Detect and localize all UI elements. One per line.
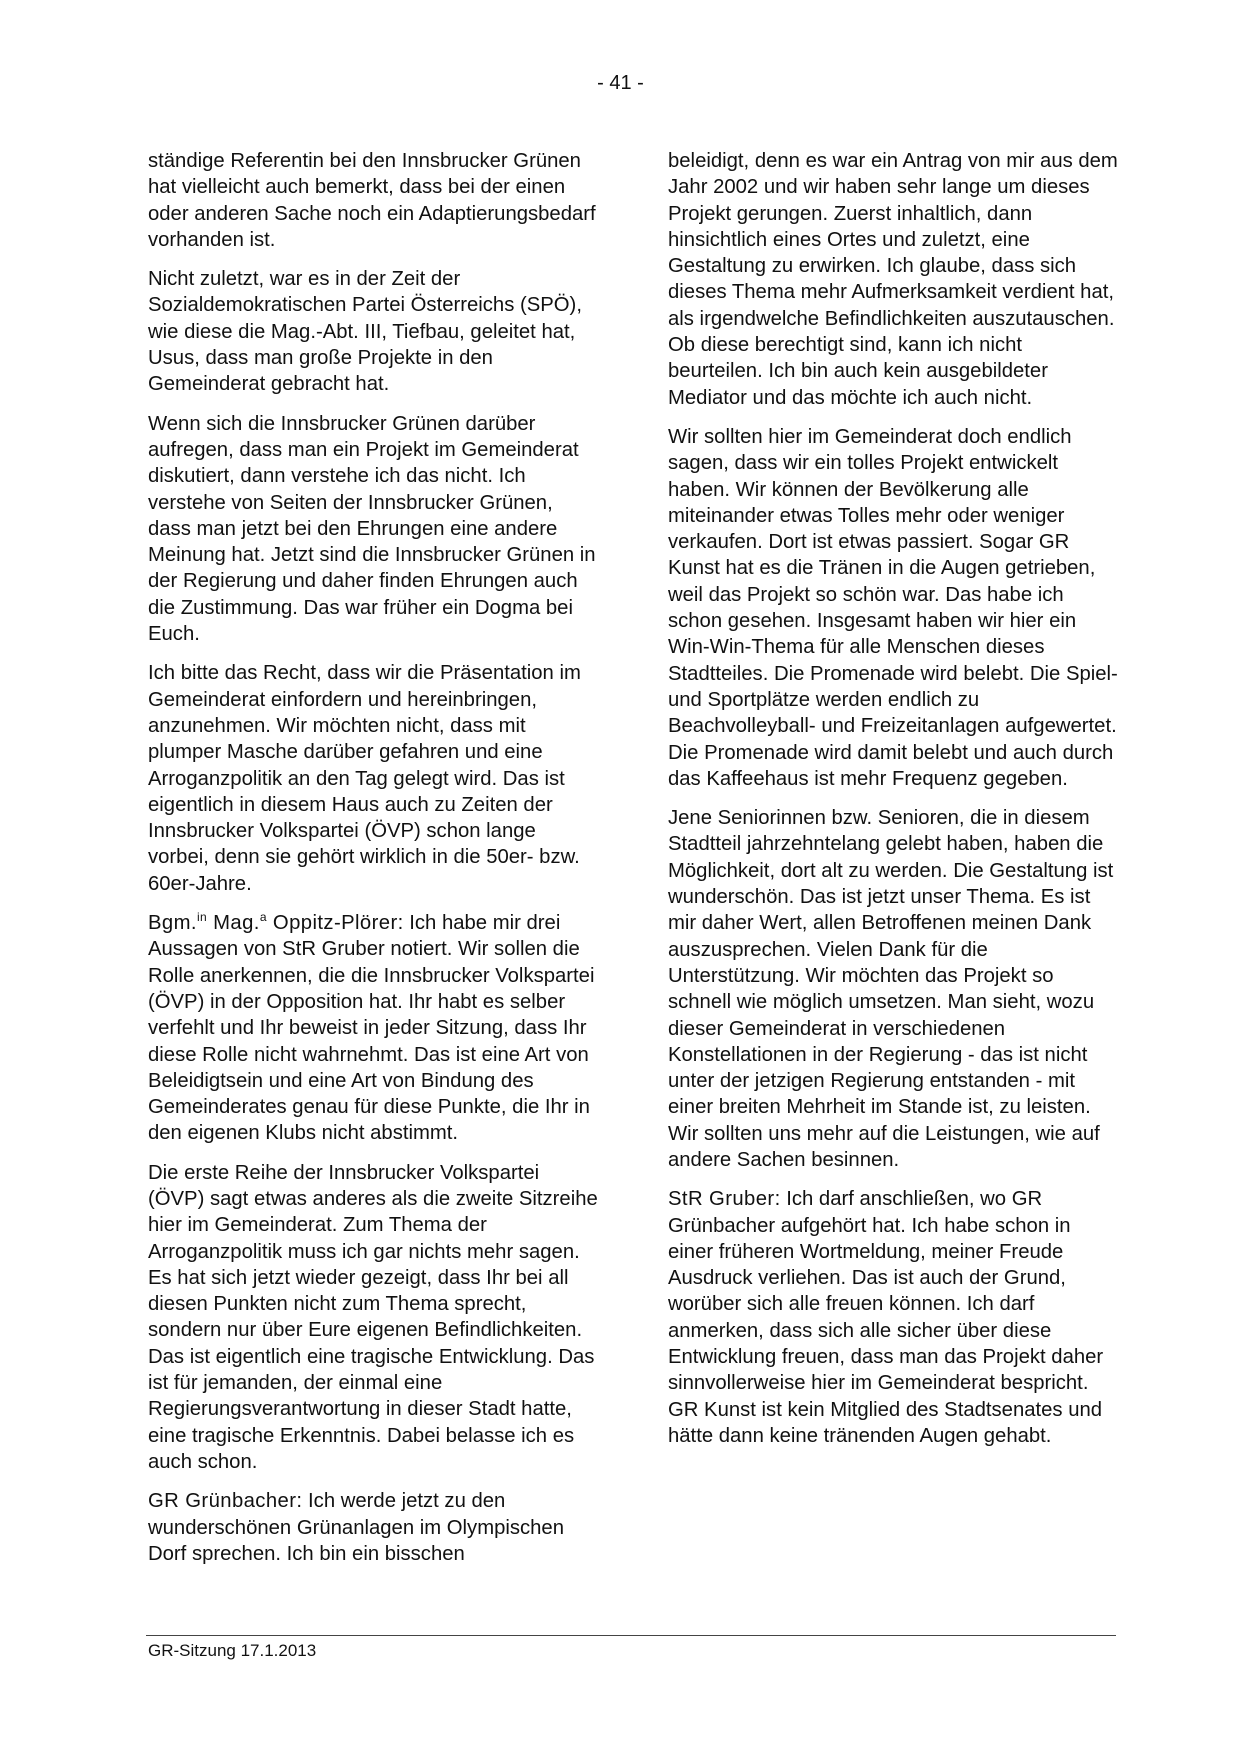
speaker-title: Bgm.: [148, 912, 197, 935]
footer-session-date: GR-Sitzung 17.1.2013: [148, 1641, 317, 1660]
speaker-name: StR Gruber:: [668, 1188, 781, 1211]
speech-paragraph: [148, 1488, 598, 1567]
speaker-degree: Mag.: [207, 912, 260, 935]
speaker-name: GR Grünbacher:: [148, 1490, 303, 1513]
paragraph: Wir sollten hier im Gemeinderat doch endlich sagen, dass wir ein tolles Projekt entwickelt haben. Wir können der Bevölkerung alle miteinander etwas Tolles mehr oder weniger verkaufen. Dort ist etwas passiert. Sogar GR Kunst hat es die Tränen in die Augen getrieben, weil das Projekt so schön war. Das habe ich schon gesehen. Insgesamt haben wir hier ein Win-Win-Thema für alle Menschen dieses Stadtteiles. Die Promenade wird belebt. Die Spiel- und Sportplätze werden endlich zu Beachvolleyball- und Freizeitanlagen aufgewertet. Die Promenade wird damit belebt und auch durch das Kaffeehaus ist mehr Frequenz gegeben.: [668, 425, 1118, 790]
paragraph: Jene Seniorinnen bzw. Senioren, die in diesem Stadtteil jahrzehntelang gelebt haben, haben die Möglichkeit, dort alt zu werden. Die Gestaltung ist wunderschön. Das ist jetzt unser Thema. Es ist mir daher Wert, allen Betroffenen meinen Dank auszusprechen. Vielen Dank für die Unterstützung. Wir möchten das Projekt so schnell wie möglich umsetzen. Man sieht, wozu dieser Gemeinderat in verschiedenen Konstellationen in der Regierung - das ist nicht unter der jetzigen Regierung entstanden - mit einer breiten Mehrheit im Stande ist, zu leisten. Wir sollten uns mehr auf die Leistungen, wie auf andere Sachen besinnen.: [668, 807, 1114, 1171]
paragraph: Ich bitte das Recht, dass wir die Präsentation im Gemeinderat einfordern und hereinbringen, anzunehmen. Wir möchten nicht, dass mit plumper Masche darüber gefahren und eine Arroganzpolitik an den Tag gelegt wird. Das ist eigentlich in diesem Haus auch zu Zeiten der Innsbrucker Volkspartei (ÖVP) schon lange vorbei, denn sie gehört wirklich in die 50er- bzw. 60er-Jahre.: [148, 662, 581, 895]
left-column: [148, 148, 598, 1580]
speech-text: Ich werde jetzt zu den wunderschönen Grünanlagen im Olympischen Dorf sprechen. Ich bin ein bisschen: [148, 1490, 564, 1565]
speech-text: Ich habe mir drei Aussagen von StR Gruber notiert. Wir sollen die Rolle anerkennen, die die Innsbrucker Volkspartei (ÖVP) in der Opposition hat. Ihr habt es selber verfehlt und Ihr beweist in jeder Sitzung, dass Ihr diese Rolle nicht wahrnehmt. Das ist eine Art von Beleidigtsein und eine Art von Bindung des Gemeinderates genau für diese Punkte, die Ihr in den eigenen Klubs nicht abstimmt.: [148, 912, 595, 1145]
speech-text: Ich darf anschließen, wo GR Grünbacher aufgehört hat. Ich habe schon in einer früheren Wortmeldung, meiner Freude Ausdruck verliehen. Das ist auch der Grund, worüber sich alle freuen können. Ich darf anmerken, dass sich alle sicher über diese Entwicklung freuen, dass man das Projekt daher sinnvollerweise hier im Gemeinderat bespricht. GR Kunst ist kein Mitglied des Stadtsenates und hätte dann keine tränenden Augen gehabt.: [668, 1188, 1104, 1447]
speaker-surname: Oppitz-Plörer:: [266, 912, 404, 935]
speaker-name: [148, 912, 404, 934]
paragraph: Die erste Reihe der Innsbrucker Volkspartei (ÖVP) sagt etwas anderes als die zweite Sitzreihe hier im Gemeinderat. Zum Thema der Arroganzpolitik muss ich gar nichts mehr sagen. Es hat sich jetzt wieder gezeigt, dass Ihr bei all diesen Punkten nicht zum Thema sprecht, sondern nur über Eure eigenen Befindlichkeiten. Das ist eigentlich eine tragische Entwicklung. Das ist für jemanden, der einmal eine Regierungsverantwortung in dieser Stadt hatte, eine tragische Erkenntnis. Dabei belasse ich es auch schon.: [148, 1161, 598, 1473]
paragraph: ständige Referentin bei den Innsbrucker Grünen hat vielleicht auch bemerkt, dass bei der einen oder anderen Sache noch ein Adaptierungsbedarf vorhanden ist.: [148, 150, 596, 251]
speech-paragraph: [668, 1186, 1118, 1449]
paragraph: Wenn sich die Innsbrucker Grünen darüber aufregen, dass man ein Projekt im Gemeinderat diskutiert, dann verstehe ich das nicht. Ich verstehe von Seiten der Innsbrucker Grünen, dass man jetzt bei den Ehrungen eine andere Meinung hat. Jetzt sind die Innsbrucker Grünen in der Regierung und daher finden Ehrungen auch die Zustimmung. Das war früher ein Dogma bei Euch.: [148, 412, 596, 646]
page-number: - 41 -: [597, 72, 644, 94]
right-column: [668, 148, 1118, 1462]
speaker-degree-superscript: a: [259, 910, 267, 925]
speaker-title-superscript: in: [196, 910, 208, 925]
paragraph: beleidigt, denn es war ein Antrag von mir aus dem Jahr 2002 und wir haben sehr lange um dieses Projekt gerungen. Zuerst inhaltlich, dann hinsichtlich eines Ortes und zuletzt, eine Gestaltung zu erwirken. Ich glaube, dass sich dieses Thema mehr Aufmerksamkeit verdient hat, als irgendwelche Befindlichkeiten auszutauschen. Ob diese berechtigt sind, kann ich nicht beurteilen. Ich bin auch kein ausgebildeter Mediator und das möchte ich auch nicht.: [668, 150, 1118, 409]
footer-divider: [146, 1635, 1116, 1636]
paragraph: Nicht zuletzt, war es in der Zeit der Sozialdemokratischen Partei Österreichs (SPÖ), wie diese die Mag.-Abt. III, Tiefbau, geleitet hat, Usus, dass man große Projekte in den Gemeinderat gebracht hat.: [148, 268, 582, 396]
speech-paragraph: [148, 910, 598, 1147]
